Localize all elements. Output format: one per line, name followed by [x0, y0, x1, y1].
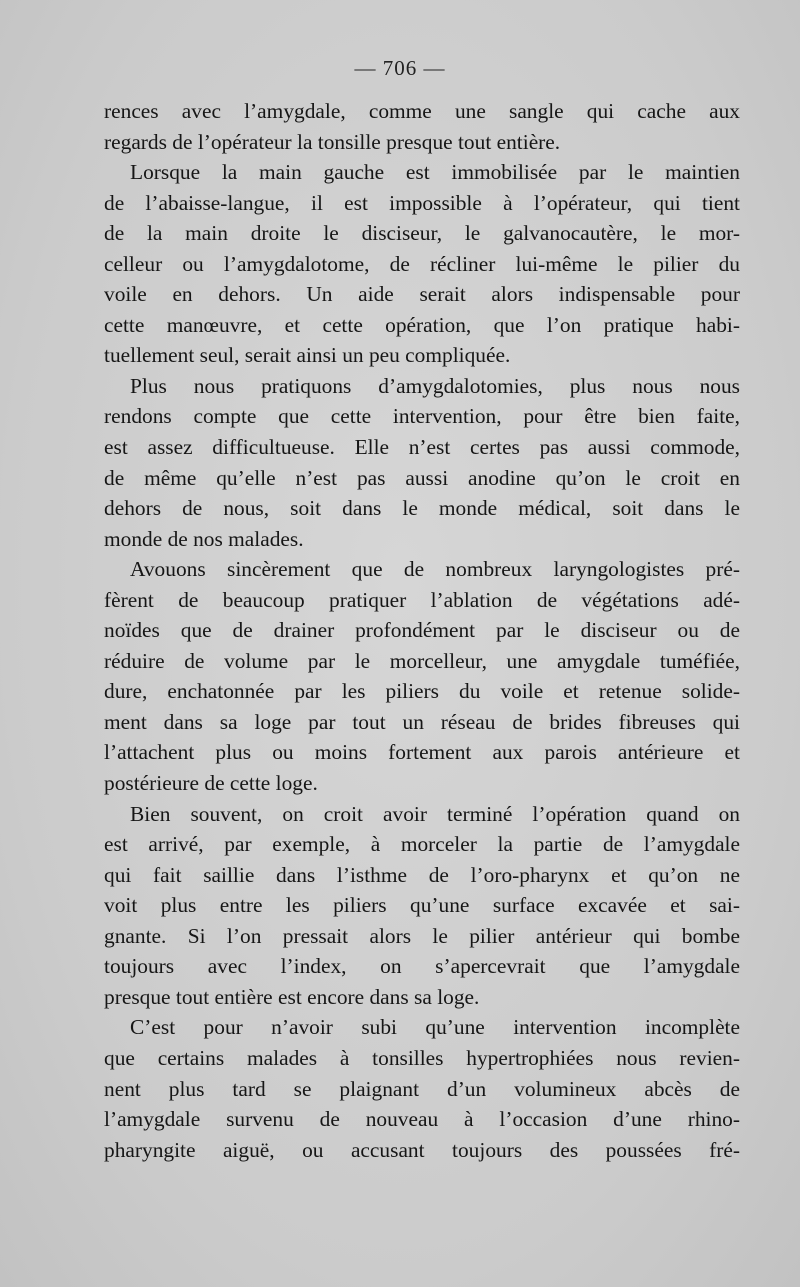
- text-line: voit plus entre les piliers qu’une surface excavée et sai-: [104, 893, 740, 918]
- text-line: de la main droite le disciseur, le galvanocautère, le mor-: [104, 221, 740, 246]
- body-text: [104, 96, 740, 1165]
- text-line: dure, enchatonnée par les piliers du voile et retenue solide-: [104, 679, 740, 704]
- text-line: tuellement seul, serait ainsi un peu compliquée.: [104, 343, 511, 368]
- text-line: toujours avec l’index, on s’apercevrait que l’amygdale: [104, 954, 740, 979]
- text-line: cette manœuvre, et cette opération, que l’on pratique habi-: [104, 312, 740, 337]
- text-line: Plus nous pratiquons d’amygdalotomies, plus nous nous: [130, 373, 740, 398]
- text-line: Bien souvent, on croit avoir terminé l’opération quand on: [130, 801, 740, 826]
- text-line: postérieure de cette loge.: [104, 771, 318, 796]
- text-line: noïdes que de drainer profondément par le disciseur ou de: [104, 618, 740, 643]
- text-line: regards de l’opérateur la tonsille presque tout entière.: [104, 129, 561, 154]
- text-line: Lorsque la main gauche est immobilisée par le maintien: [130, 160, 740, 185]
- text-line: de même qu’elle n’est pas aussi anodine qu’on le croit en: [104, 465, 740, 490]
- text-line: est arrivé, par exemple, à morceler la partie de l’amygdale: [104, 832, 740, 857]
- text-line: rences avec l’amygdale, comme une sangle qui cache aux: [104, 99, 740, 123]
- text-line: rendons compte que cette intervention, pour être bien faite,: [104, 404, 740, 429]
- page-number: — 706 —: [354, 56, 446, 80]
- text-line: nent plus tard se plaignant d’un volumineux abcès de: [104, 1076, 740, 1101]
- text-line: est assez difficultueuse. Elle n’est certes pas aussi commode,: [104, 435, 740, 460]
- text-line: monde de nos malades.: [104, 526, 304, 551]
- text-line: qui fait saillie dans l’isthme de l’oro-pharynx et qu’on ne: [104, 862, 740, 887]
- text-line: l’attachent plus ou moins fortement aux parois antérieure et: [104, 740, 740, 765]
- text-line: de l’abaisse-langue, il est impossible à l’opérateur, qui tient: [104, 190, 740, 215]
- text-line: Avouons sincèrement que de nombreux laryngologistes pré-: [130, 557, 740, 582]
- text-line: voile en dehors. Un aide serait alors indispensable pour: [104, 282, 740, 307]
- text-line: l’amygdale survenu de nouveau à l’occasion d’une rhino-: [104, 1107, 740, 1132]
- text-line: C’est pour n’avoir subi qu’une intervention incomplète: [130, 1015, 740, 1040]
- text-line: réduire de volume par le morcelleur, une amygdale tuméfiée,: [104, 648, 740, 673]
- text-line: que certains malades à tonsilles hypertrophiées nous revien-: [104, 1045, 740, 1070]
- text-line: presque tout entière est encore dans sa loge.: [104, 984, 480, 1009]
- text-line: fèrent de beaucoup pratiquer l’ablation de végétations adé-: [104, 587, 740, 612]
- text-line: gnante. Si l’on pressait alors le pilier antérieur qui bombe: [104, 923, 740, 948]
- text-line: pharyngite aiguë, ou accusant toujours des poussées fré-: [104, 1137, 740, 1162]
- text-line: ment dans sa loge par tout un réseau de brides fibreuses qui: [104, 709, 740, 734]
- text-line: celleur ou l’amygdalotome, de récliner lui-même le pilier du: [104, 251, 740, 276]
- text-line: dehors de nous, soit dans le monde médical, soit dans le: [104, 496, 740, 521]
